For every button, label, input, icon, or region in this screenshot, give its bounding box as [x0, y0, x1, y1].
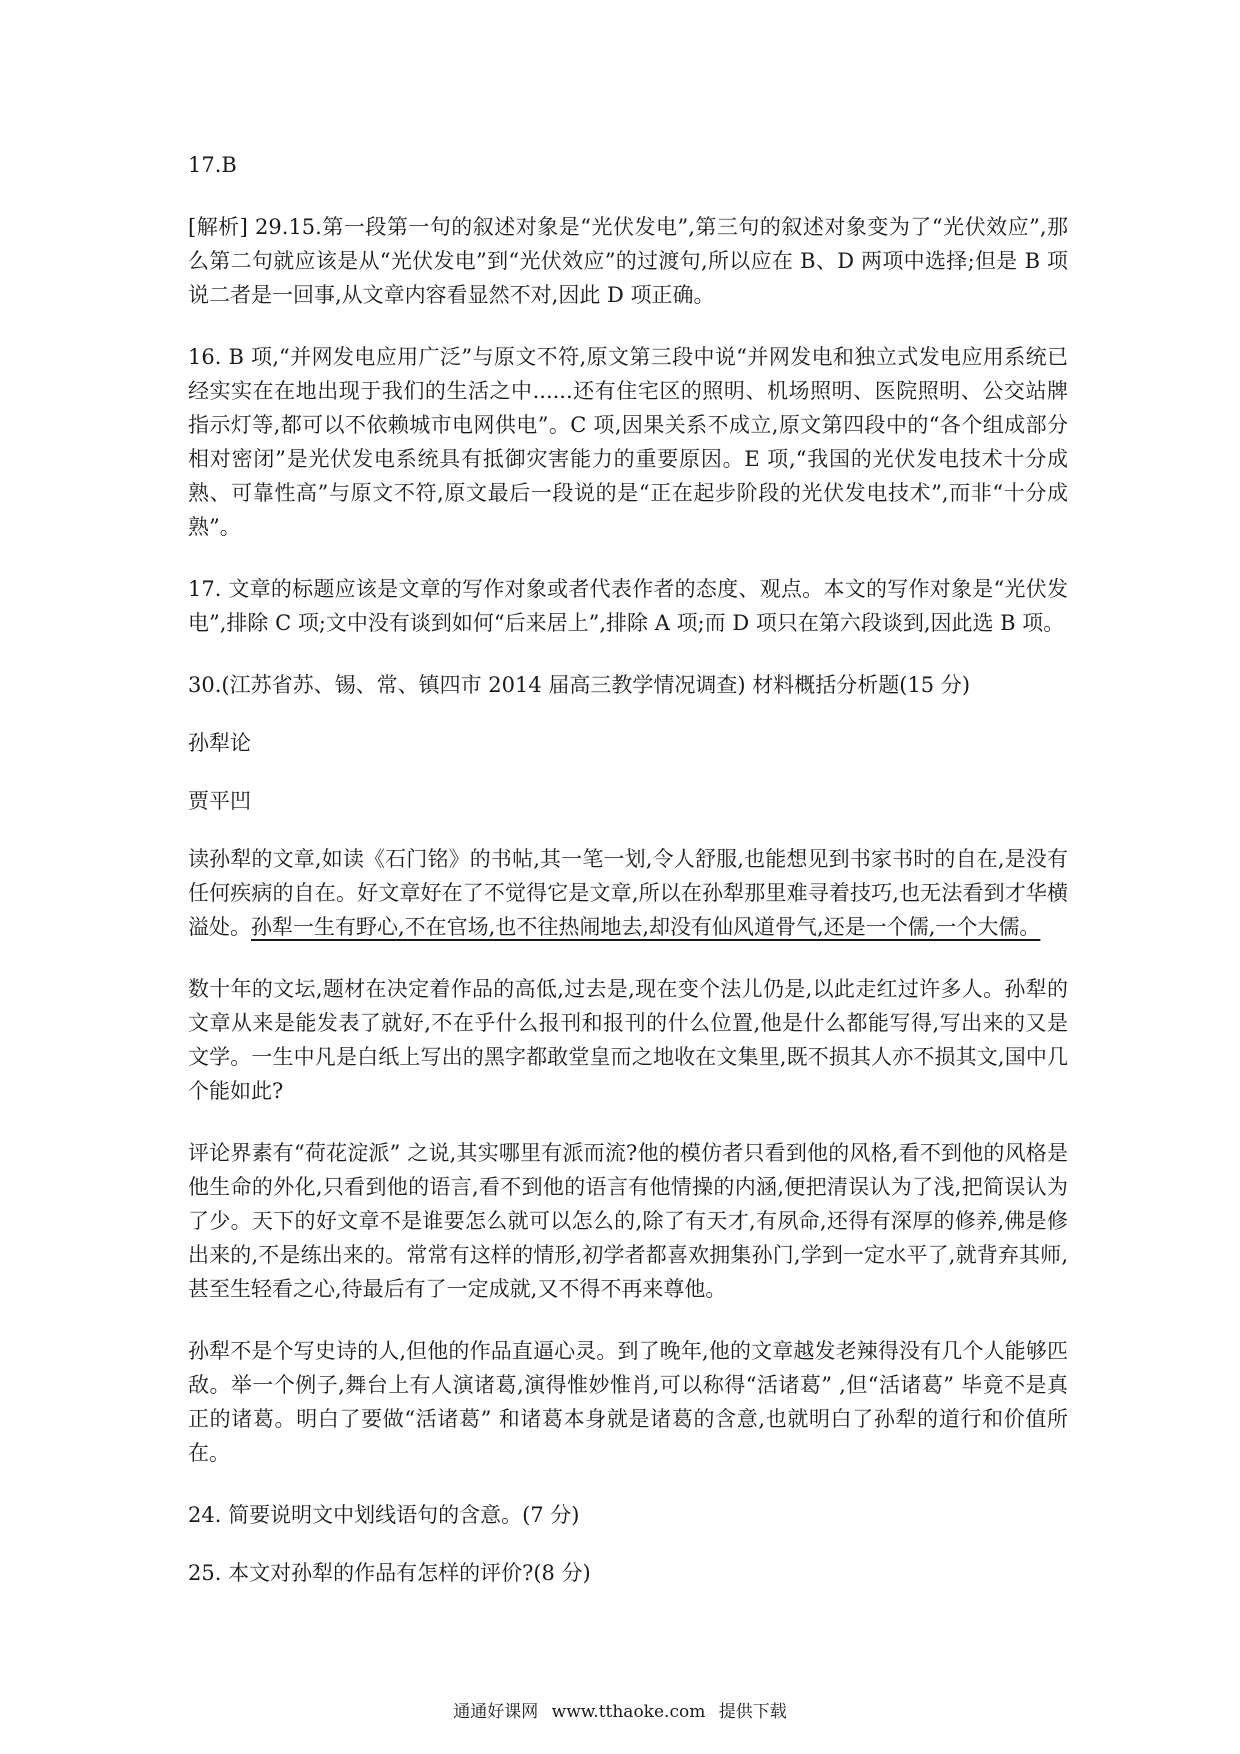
underlined-sentence: 孙犁一生有野心,不在官场,也不往热闹地去,却没有仙风道骨气,还是一个儒,一个大儒。 — [251, 915, 1041, 939]
essay-paragraph-1-text: 读孙犁的文章,如读《石门铭》的书帖,其一笔一划,令人舒服,也能想见到书家书时的自在,是没有任何疾病的自在。好文章好在了不觉得它是文章,所以在孙犁那里难寻着技巧,也无法看到才华横溢处。 — [188, 847, 1068, 939]
analysis-29-15: [解析] 29.15.第一段第一句的叙述对象是“光伏发电”,第三句的叙述对象变为了“光伏效应”,那么第二句就应该是从“光伏发电”到“光伏效应”的过渡句,所以应在 B、D 两项中选择;但是 B 项说二者是一回事,从文章内容看显然不对,因此 D 项正确。 — [188, 215, 1068, 307]
essay-paragraph-3: 评论界素有“荷花淀派” 之说,其实哪里有派而流?他的模仿者只看到他的风格,看不到他的风格是他生命的外化,只看到他的语言,看不到他的语言有他情操的内涵,便把清误认为了浅,把简误认为了少。天下的好文章不是谁要怎么就可以怎么的,除了有天才,有夙命,还得有深厚的修养,佛是修出来的,不是练出来的。常常有这样的情形,初学者都喜欢拥集孙门,学到一定水平了,就背弃其师,甚至生轻看之心,待最后有了一定成就,又不得不再来尊他。 — [188, 1141, 1068, 1301]
essay-paragraph-1 — [188, 842, 1068, 944]
footer-site-name: 通通好课网 — [453, 1702, 539, 1722]
footer-url: www.tthaoke.com — [551, 1702, 706, 1722]
footer-note: 提供下载 — [718, 1702, 787, 1722]
analysis-16: 16. B 项,“并网发电应用广泛”与原文不符,原文第三段中说“并网发电和独立式发电应用系统已经实实在在地出现于我们的生活之中......还有住宅区的照明、机场照明、医院照明、公交站牌指示灯等,都可以不依赖城市电网供电”。C 项,因果关系不成立,原文第四段中的“各个组成部分相对密闭”是光伏发电系统具有抵御灾害能力的重要原因。E 项,“我国的光伏发电技术十分成熟、可靠性高”与原文不符,原文最后一段说的是“正在起步阶段的光伏发电技术”,而非“十分成熟”。 — [188, 345, 1068, 539]
answer-17: 17.B — [188, 153, 237, 177]
essay-author: 贾平凹 — [188, 789, 251, 813]
question-24: 24. 简要说明文中划线语句的含意。(7 分) — [188, 1503, 580, 1527]
question-30-heading: 30.(江苏省苏、锡、常、镇四市 2014 届高三教学情况调查) 材料概括分析题(15 分) — [188, 673, 971, 697]
analysis-17: 17. 文章的标题应该是文章的写作对象或者代表作者的态度、观点。本文的写作对象是“光伏发电”,排除 C 项;文中没有谈到如何“后来居上”,排除 A 项;而 D 项只在第六段谈到,因此选 B 项。 — [188, 577, 1068, 635]
essay-paragraph-2: 数十年的文坛,题材在决定着作品的高低,过去是,现在变个法儿仍是,以此走红过许多人。孙犁的文章从来是能发表了就好,不在乎什么报刊和报刊的什么位置,他是什么都能写得,写出来的又是文学。一生中凡是白纸上写出的黑字都敢堂皇而之地收在文集里,既不损其人亦不损其文,国中几个能如此? — [188, 977, 1068, 1103]
essay-title: 孙犁论 — [188, 731, 251, 755]
page-footer — [0, 1700, 1240, 1724]
document-body — [188, 148, 1068, 1614]
essay-paragraph-4: 孙犁不是个写史诗的人,但他的作品直逼心灵。到了晚年,他的文章越发老辣得没有几个人能够匹敌。举一个例子,舞台上有人演诸葛,演得惟妙惟肖,可以称得“活诸葛” ,但“活诸葛” 毕竟不是真正的诸葛。明白了要做“活诸葛” 和诸葛本身就是诸葛的含意,也就明白了孙犁的道行和价值所在。 — [188, 1339, 1068, 1465]
question-25: 25. 本文对孙犁的作品有怎样的评价?(8 分) — [188, 1561, 591, 1585]
